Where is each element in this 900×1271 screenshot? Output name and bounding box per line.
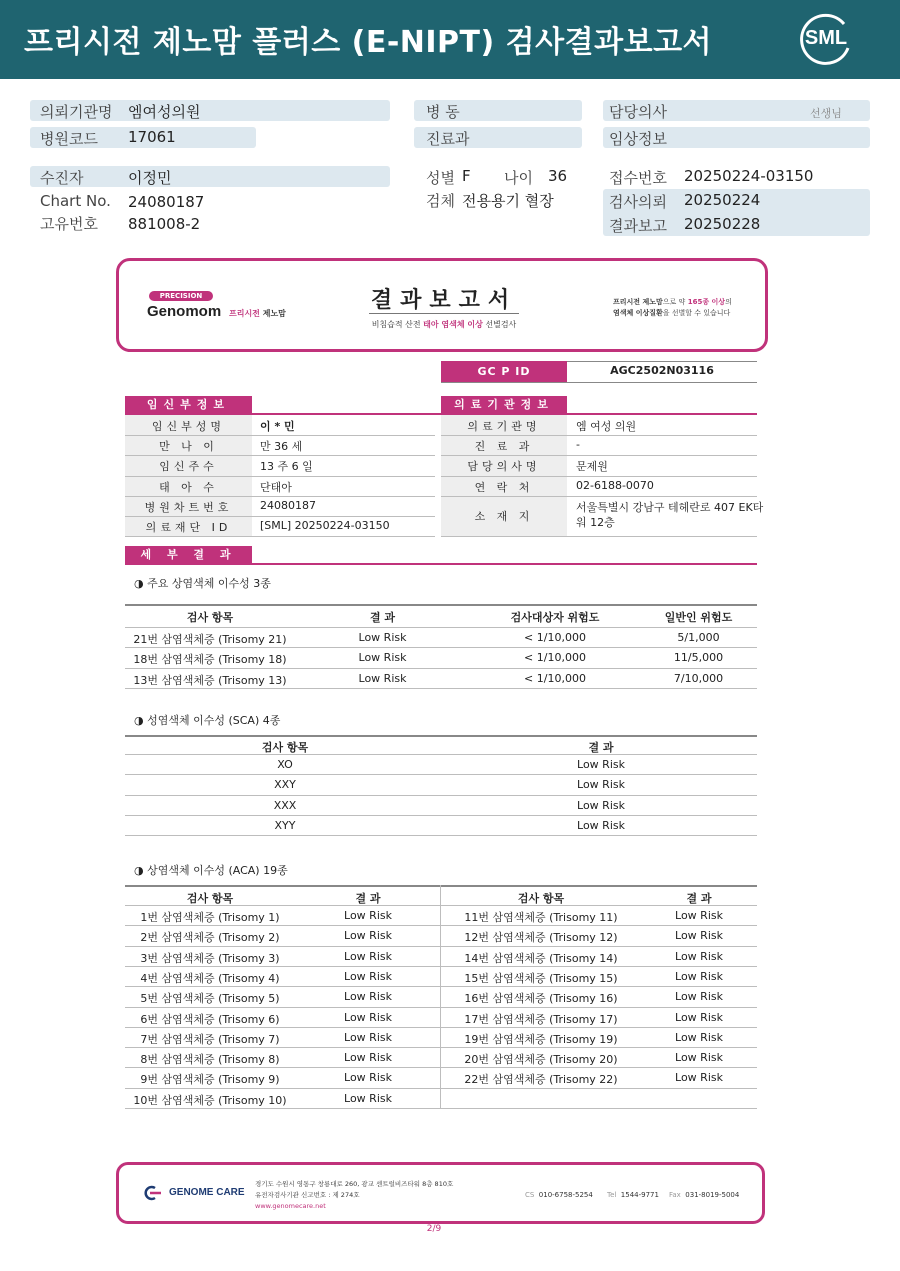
footer-fax [669, 1191, 739, 1199]
mother-value: 단태아 [260, 480, 292, 494]
aca-cell: Low Risk [675, 990, 723, 1004]
mother-value: 만 36 세 [260, 440, 303, 454]
aca-cell: Low Risk [675, 949, 723, 963]
report-label: 결과보고 [609, 217, 667, 235]
header-bar [0, 0, 900, 79]
aca-cell: Low Risk [344, 1071, 392, 1085]
mother-value: 이 * 민 [260, 420, 295, 433]
sca-cell: XYY [274, 818, 296, 832]
aca-cell: Low Risk [344, 990, 392, 1004]
receipt-label: 접수번호 [609, 169, 667, 187]
clinic-row-line [441, 435, 757, 436]
gcpid-line [441, 382, 757, 383]
sca-row-line [125, 774, 757, 775]
sex-value: F [462, 167, 471, 185]
clinic-key: 담당의사명 [467, 460, 541, 474]
aca-cell: 1번 삼염색체증 (Trisomy 1) [140, 911, 280, 924]
aca-cell: 6번 삼염색체증 (Trisomy 6) [140, 1012, 280, 1026]
aca-cell: 7번 삼염색체증 (Trisomy 7) [140, 1032, 280, 1046]
sca-header-line [125, 754, 757, 755]
aca-heading: ◑ 상염색체 이수성 (ACA) 19종 [134, 864, 288, 877]
patient-label: 수진자 [40, 169, 84, 187]
genomom-logo: Genomom [147, 303, 222, 320]
sca-top-line [125, 735, 757, 737]
clinic-row-line [441, 536, 757, 537]
subtitle-post: 선별검사 [485, 320, 517, 329]
desc1-pre: 프리시전 제노맘 [613, 298, 663, 306]
uid-label: 고유번호 [40, 215, 98, 233]
doctor-label: 담당의사 [609, 103, 667, 121]
sca-cell: XXX [273, 798, 297, 812]
aca-cell: 19번 삼염색체증 (Trisomy 19) [464, 1032, 618, 1046]
aca-cell: Low Risk [344, 1091, 392, 1105]
institution-value: 엠여성의원 [128, 103, 201, 121]
receipt-value: 20250224-03150 [684, 167, 814, 185]
aca-header-line [125, 905, 757, 906]
major-cell: Low Risk [358, 651, 407, 664]
aca-cell: Low Risk [675, 1071, 723, 1085]
request-label: 검사의뢰 [609, 193, 667, 211]
hospital-code-label: 병원코드 [40, 130, 98, 148]
aca-row-line [125, 966, 757, 967]
mother-key: 임신부성명 [151, 420, 226, 433]
details-line [125, 563, 757, 565]
genomom-sub-a: 프리시전 [229, 309, 260, 318]
desc1-hl: 165종 이상 [687, 298, 726, 306]
sca-cell: Low Risk [577, 778, 625, 792]
tel-number: 1544-9771 [620, 1191, 659, 1199]
page-number: 2/9 [426, 1224, 442, 1234]
aca-cell: Low Risk [344, 909, 392, 922]
aca-cell: Low Risk [675, 929, 723, 943]
clinic-key: 진 료 과 [474, 440, 534, 454]
clinic-value: 서울특별시 강남구 테헤란로 407 EK타 [576, 500, 764, 514]
major-cell: Low Risk [358, 671, 407, 685]
aca-row-line [125, 986, 757, 987]
gcpid-value: AGC2502N03116 [610, 364, 714, 377]
major-cell: 18번 삼염색체증 (Trisomy 18) [133, 653, 287, 666]
specimen-value: 전용용기 혈장 [462, 192, 554, 210]
aca-cell: Low Risk [344, 1010, 392, 1024]
sca-cell: Low Risk [577, 818, 625, 832]
age-value: 36 [548, 167, 568, 185]
fax-number: 031-8019-5004 [685, 1191, 740, 1199]
tel-label: Tel [607, 1191, 617, 1199]
aca-cell: 16번 삼염색체증 (Trisomy 16) [464, 992, 618, 1006]
subtitle-highlight: 태아 염색체 이상 [423, 320, 483, 329]
specimen-label: 검체 [426, 192, 455, 210]
aca-row-line [125, 1108, 757, 1109]
hospital-code-value: 17061 [128, 128, 176, 146]
sca-row-line [125, 795, 757, 796]
age-label: 나이 [504, 169, 533, 187]
major-cell: 21번 삼염색체증 (Trisomy 21) [133, 632, 287, 646]
aca-cell: Low Risk [675, 909, 723, 922]
footer-tel [607, 1191, 659, 1199]
aca-cell: Low Risk [344, 1051, 392, 1065]
aca-row-line [125, 925, 757, 926]
clinic-key: 소 재 지 [474, 509, 534, 523]
aca-row-line [125, 1067, 757, 1068]
major-cell: < 1/10,000 [524, 651, 586, 664]
aca-header: 검사 항목 [517, 892, 565, 905]
cs-label: CS [525, 1191, 535, 1199]
mother-row-line [125, 496, 435, 497]
genome-care-icon [141, 1185, 163, 1201]
desc1-post: 의 [725, 298, 732, 306]
aca-cell: Low Risk [344, 929, 392, 943]
aca-cell: 4번 삼염색체증 (Trisomy 4) [140, 971, 280, 985]
genomom-sub [229, 308, 286, 319]
clinic-value-2: 워 12층 [576, 515, 615, 529]
sml-logo-text: SML [804, 27, 848, 49]
aca-cell: 22번 삼염색체증 (Trisomy 22) [464, 1073, 618, 1087]
footer-license: 유전자검사기관 신고번호 : 제 274호 [255, 1191, 360, 1199]
aca-cell: 17번 삼염색체증 (Trisomy 17) [464, 1012, 618, 1026]
major-cell: Low Risk [358, 630, 407, 644]
aca-cell: 8번 삼염색체증 (Trisomy 8) [140, 1053, 280, 1067]
fax-label: Fax [669, 1191, 681, 1199]
genomom-sub-b: 제노맘 [262, 309, 286, 318]
report-banner [116, 258, 768, 352]
precision-pill: PRECISION [149, 291, 213, 301]
clinic-value: 02-6188-0070 [576, 478, 654, 492]
gcpid-top-line [567, 361, 757, 362]
mother-row-line [125, 536, 435, 537]
aca-row-line [125, 946, 757, 947]
aca-cell: Low Risk [675, 969, 723, 983]
major-cell: 11/5,000 [673, 651, 724, 664]
request-value: 20250224 [684, 191, 761, 209]
uid-value: 881008-2 [128, 215, 201, 233]
sca-cell: Low Risk [577, 798, 625, 812]
major-header: 검사 항목 [186, 611, 234, 624]
aca-cell: Low Risk [344, 969, 392, 983]
desc1-mid: 으로 약 [662, 298, 686, 306]
clinic-value: 엠 여성 의원 [576, 420, 637, 433]
mother-value: 13 주 6 일 [260, 460, 313, 474]
major-row-line [125, 647, 757, 648]
sca-header: 결 과 [588, 741, 614, 754]
mother-row-line [125, 455, 435, 456]
aca-cell: 9번 삼염색체증 (Trisomy 9) [140, 1073, 280, 1087]
clinic-value: - [576, 438, 580, 452]
institution-label: 의뢰기관명 [40, 103, 113, 121]
major-header: 검사대상자 위험도 [510, 611, 600, 624]
aca-cell: 12번 삼염색체증 (Trisomy 12) [464, 931, 618, 945]
aca-cell: 3번 삼염색체증 (Trisomy 3) [140, 951, 280, 965]
sca-cell: XXY [274, 778, 296, 792]
desc2-pre: 염색체 이상질환 [613, 309, 663, 317]
major-cell: 7/10,000 [673, 671, 724, 685]
aca-cell: 15번 삼염색체증 (Trisomy 15) [464, 971, 618, 985]
sca-header: 검사 항목 [261, 741, 309, 754]
mother-value: 24080187 [260, 498, 316, 512]
aca-cell: 10번 삼염색체증 (Trisomy 10) [133, 1093, 287, 1107]
aca-divider [440, 885, 441, 1108]
mother-row-line [125, 476, 435, 477]
major-row-line [125, 668, 757, 669]
aca-row-line [125, 1007, 757, 1008]
ward-label: 병 동 [426, 103, 460, 121]
report-title: 결과보고서 [370, 288, 518, 313]
aca-cell: Low Risk [675, 1030, 723, 1044]
major-top-line [125, 604, 757, 606]
patient-value: 이정민 [128, 169, 172, 187]
sca-row-line [125, 815, 757, 816]
major-header: 일반인 위험도 [664, 611, 733, 624]
title-divider [369, 313, 519, 314]
subtitle-pre: 비침습적 산전 [371, 320, 421, 329]
major-cell: < 1/10,000 [524, 671, 586, 685]
aca-header: 검사 항목 [186, 892, 234, 905]
mother-row-line [125, 435, 435, 436]
cs-number: 010-6758-5254 [538, 1191, 593, 1199]
footer-url: www.genomecare.net [255, 1202, 326, 1210]
clinic-value: 문제원 [576, 460, 608, 474]
chart-value: 24080187 [128, 193, 205, 211]
mother-key: 만 나 이 [159, 440, 218, 454]
major-header: 결 과 [369, 611, 396, 624]
aca-top-line [125, 885, 757, 887]
report-description [613, 297, 732, 319]
aca-cell: Low Risk [344, 1030, 392, 1044]
doctor-suffix: 선생님 [810, 107, 842, 120]
chart-label: Chart No. [40, 192, 111, 210]
major-heading: ◑ 주요 상염색체 이수성 3종 [134, 577, 271, 590]
aca-cell: Low Risk [675, 1010, 723, 1024]
mother-key: 의료재단 ID [145, 521, 232, 534]
aca-row-line [125, 1027, 757, 1028]
footer-address-block [255, 1179, 453, 1212]
mother-section-title: 임신부정보 [125, 396, 252, 414]
dept-label: 진료과 [426, 130, 470, 148]
aca-cell: Low Risk [675, 1051, 723, 1065]
sca-cell: Low Risk [577, 758, 625, 771]
sca-cell: XO [277, 758, 293, 771]
clinic-row-line [441, 455, 757, 456]
clinic-key: 연 락 처 [474, 480, 534, 494]
sca-row-line [125, 835, 757, 836]
aca-cell: 11번 삼염색체증 (Trisomy 11) [464, 911, 618, 924]
aca-cell: 5번 삼염색체증 (Trisomy 5) [140, 992, 280, 1006]
aca-cell: Low Risk [344, 949, 392, 963]
clinic-key: 의료기관명 [467, 420, 541, 433]
mother-key: 병원차트번호 [144, 500, 233, 514]
footer [116, 1162, 765, 1224]
aca-cell: 2번 삼염색체증 (Trisomy 2) [140, 931, 280, 945]
clinic-section-title: 의료기관정보 [441, 396, 567, 414]
major-header-line [125, 627, 757, 628]
page-title: 프리시전 제노맘 플러스 (E-NIPT) 검사결과보고서 [24, 25, 713, 60]
major-cell: 13번 삼염색체증 (Trisomy 13) [133, 673, 287, 687]
major-cell: 5/1,000 [677, 630, 720, 644]
clinic-row-line [441, 476, 757, 477]
mother-value: [SML] 20250224-03150 [260, 519, 390, 532]
clinical-label: 임상정보 [609, 130, 667, 148]
aca-cell: 20번 삼염색체증 (Trisomy 20) [464, 1053, 618, 1067]
footer-address: 경기도 수원시 영통구 창룡대로 260, 광교 센트럴비즈타워 8층 810호 [255, 1180, 454, 1188]
sex-label: 성별 [426, 169, 455, 187]
footer-company: GENOME CARE [169, 1187, 245, 1198]
aca-header: 결 과 [686, 892, 712, 905]
patient-box [30, 166, 390, 187]
aca-cell: 14번 삼염색체증 (Trisomy 14) [464, 951, 618, 965]
major-cell: < 1/10,000 [524, 630, 586, 644]
details-section-title: 세 부 결 과 [125, 546, 252, 564]
sca-heading: ◑ 성염색체 이수성 (SCA) 4종 [134, 714, 281, 727]
mother-row-line [125, 516, 435, 517]
clinic-row-line [441, 496, 757, 497]
mother-key: 태 아 수 [159, 480, 218, 494]
mother-key: 임신주수 [159, 460, 218, 474]
desc2-post: 을 선별할 수 있습니다 [662, 309, 731, 317]
sml-logo [798, 12, 854, 68]
footer-cs [525, 1191, 593, 1199]
aca-row-line [125, 1047, 757, 1048]
aca-header: 결 과 [355, 892, 381, 905]
report-subtitle [319, 319, 569, 330]
major-row-line [125, 688, 757, 689]
report-value: 20250228 [684, 215, 761, 233]
aca-row-line [125, 1088, 757, 1089]
gcpid-label: GC P ID [441, 361, 567, 382]
